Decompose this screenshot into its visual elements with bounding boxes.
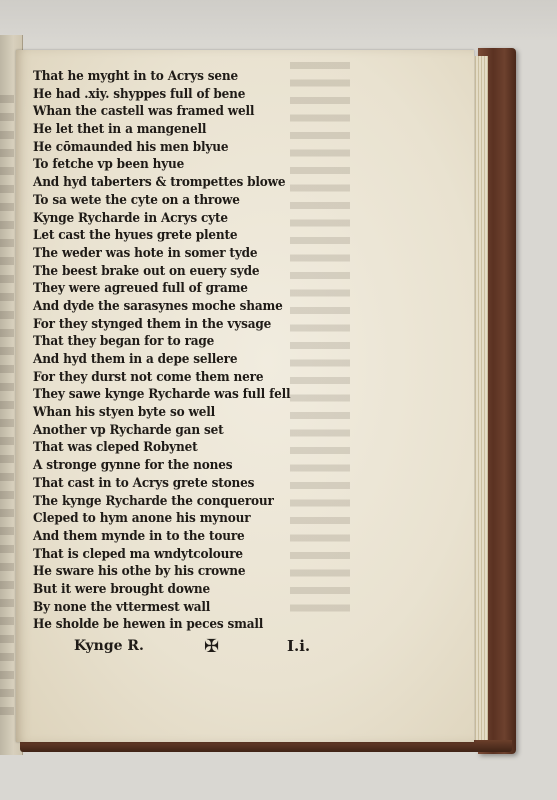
ornament-icon: ✠: [204, 636, 220, 657]
catchword: Kynge R.: [74, 638, 144, 654]
verse-line: He had .xiy. shyppes full of bene: [33, 86, 246, 102]
verse-line: Cleped to hym anone his mynour: [33, 511, 251, 527]
verse-line: The kynge Rycharde the conquerour: [33, 493, 274, 509]
verse-line: And hyd them in a depe sellere: [33, 352, 238, 367]
verse-line: To fetche vp been hyue: [33, 157, 185, 173]
verse-line: He sholde be hewen in peces small: [33, 617, 264, 633]
verse-line: They sawe kynge Rycharde was full fell: [33, 387, 291, 403]
verse-line: That he myght in to Acrys sene: [33, 69, 238, 84]
verse-line: For they stynged them in the vysage: [33, 316, 272, 332]
signature-mark: I.i.: [287, 637, 311, 655]
verse-line: He cōmaunded his men blyue: [33, 139, 229, 155]
left-page-text-fragment: [0, 95, 14, 715]
verse-line: A stronge gynne for the nones: [33, 458, 233, 474]
verse-line: And hyd taberters & trompettes blowe: [33, 175, 286, 191]
verse-line: The weder was hote in somer tyde: [33, 245, 258, 261]
verse-line: For they durst not come them nere: [33, 369, 264, 385]
verse-line: Another vp Rycharde gan set: [33, 422, 224, 438]
verse-line: That cast in to Acrys grete stones: [33, 475, 255, 491]
verse-line: Kynge Rycharde in Acrys cyte: [33, 210, 228, 226]
verse-line: But it were brought downe: [33, 581, 211, 597]
verse-line: And dyde the sarasynes moche shame: [33, 298, 283, 314]
verse-line: And them mynde in to the toure: [33, 528, 245, 544]
verse-line: He sware his othe by his crowne: [33, 564, 246, 580]
verse-line: That they began for to rage: [33, 334, 215, 350]
verse-line: Let cast the hyues grete plente: [33, 228, 238, 244]
verse-line: That is cleped ma wndytcoloure: [33, 546, 243, 562]
verse-line: The beest brake out on euery syde: [33, 263, 260, 279]
verse-line: That was cleped Robynet: [33, 440, 198, 456]
verse-line: Whan the castell was framed well: [33, 104, 255, 120]
verse-line: By none the vttermest wall: [33, 599, 211, 615]
verse-line: To sa wete the cyte on a throwe: [33, 192, 240, 208]
verse-line: Whan his styen byte so well: [33, 405, 216, 421]
verse-line: He let thet in a mangenell: [33, 122, 207, 138]
verse-text: [33, 68, 363, 634]
verse-line: They were agreued full of grame: [33, 281, 248, 297]
background: [0, 0, 557, 40]
